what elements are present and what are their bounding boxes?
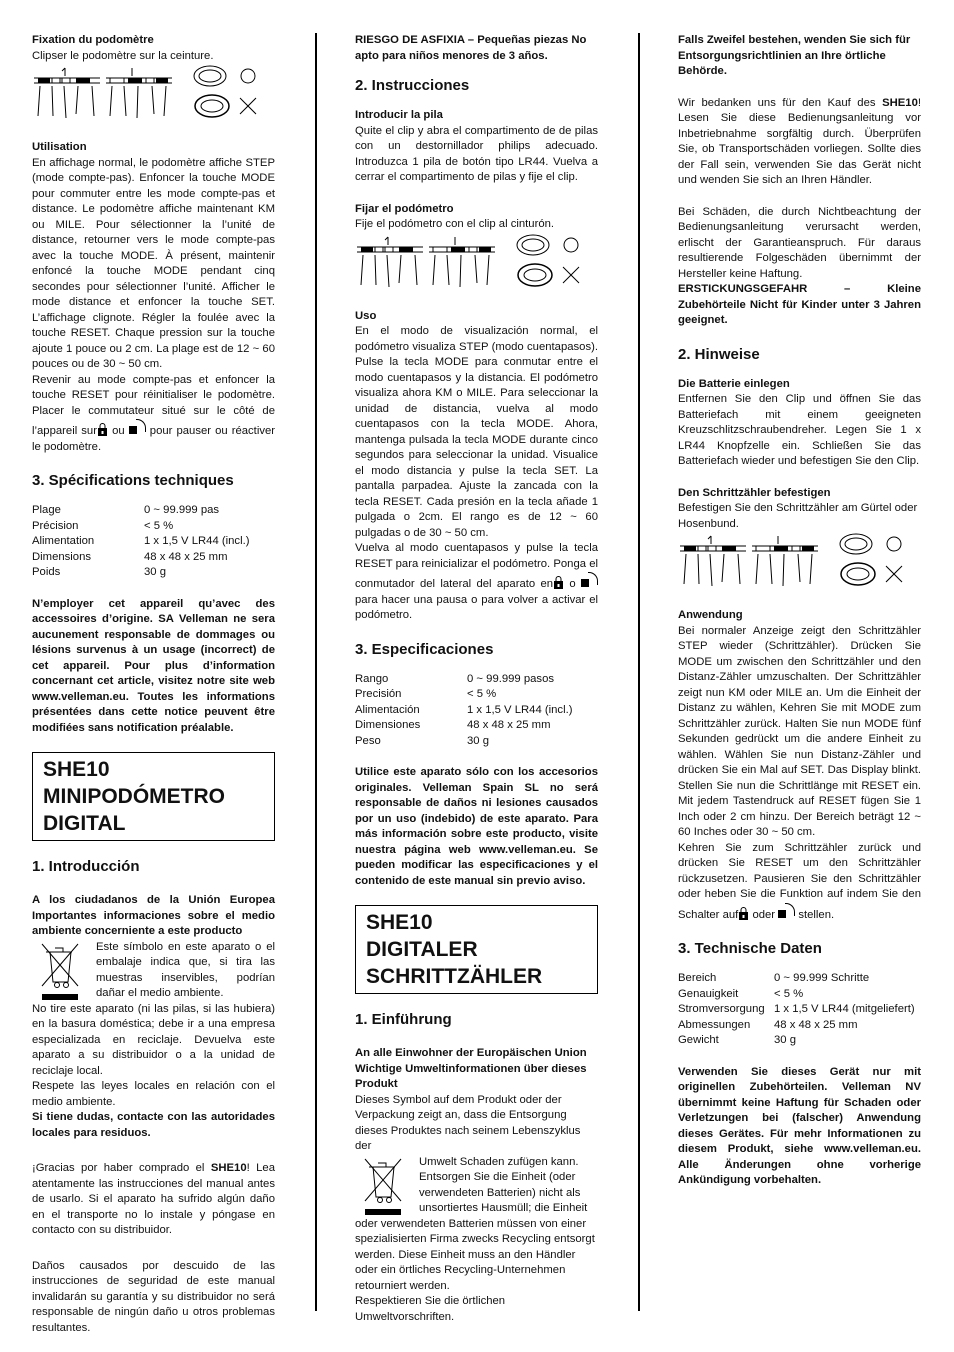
fix-title-es: Fijar el podómetro — [355, 202, 454, 215]
spec-value: 48 x 48 x 25 mm — [774, 1018, 858, 1031]
switch-arc-icon — [785, 903, 795, 916]
fix-title-fr: Fixation du podomètre — [32, 34, 154, 46]
title-line: SCHRITTZÄHLER — [366, 965, 543, 988]
damage-es: Daños causados por descuido de las instrucciones de seguridad de este manual invalidarán su garantía y su distribuidor no será responsable de ningún daño u otros problemas resultantes. — [32, 1259, 275, 1334]
spec-row — [32, 519, 249, 535]
spec-value: 1 x 1,5 V LR44 (incl.) — [467, 703, 573, 716]
hint-heading-de: 2. Hinweise — [678, 345, 760, 363]
disclaimer-de: Verwenden Sie dieses Gerät nur mit originellen Zubehörteilen. Velleman NV übernimmt keine Haftung für Schaden oder Verletzungen bei (falscher) Anwendung dieses Gerätes. Für mehr Informationen zu diesem Produkt, siehe www.velleman.eu. Alle Änderungen ohne vorherige Ankündigung vorbehalten. — [678, 1065, 921, 1186]
spec-label: Genauigkeit — [678, 987, 739, 1000]
intro-text3-de: Respektieren Sie die örtlichen Umweltvorschriften. — [355, 1295, 506, 1323]
fix-text-fr: Clipser le podomètre sur la ceinture. — [32, 49, 214, 62]
spec-row — [678, 1033, 915, 1049]
spec-label: Précision — [32, 519, 79, 532]
battery-title-de: Die Batterie einlegen — [678, 377, 790, 390]
disclaimer-fr: N’employer cet appareil qu’avec des accessoires d’origine. SA Velleman ne sera aucunement responsable de dommages ou lésions survenus à un usage (incorrect) de cet appareil. Pour plus d’information concernant cet article, visitez notre site web www.velleman.eu. Toutes les informations présentées dans cette notice peuvent être modifiées sans notification préalable. — [32, 597, 275, 734]
spec-value: 30 g — [467, 734, 489, 747]
lock-icon — [97, 423, 108, 436]
risk-warning-es: RIESGO DE ASFIXIA – Pequeñas piezas No apto para niños menores de 3 años. — [355, 34, 587, 62]
fix-text-de: Befestigen Sie den Schrittzähler am Gürtel oder Hosenbund. — [678, 502, 918, 530]
switch-arc-icon — [136, 419, 146, 432]
spec-value: 48 x 48 x 25 mm — [144, 550, 228, 563]
german-title-box — [355, 905, 598, 994]
spec-label: Dimensiones — [355, 719, 421, 731]
spec-heading-de: 3. Technische Daten — [678, 940, 822, 957]
recycle-block-es — [32, 940, 275, 1080]
fix-title-de: Den Schrittzähler befestigen — [678, 486, 831, 499]
spec-table-fr — [32, 503, 249, 581]
column-spanish-german — [355, 33, 598, 1325]
intro-text2-es: No tire este aparato (ni las pilas, si las hubiera) en la basura doméstica; debe ir a una empresa especializada en reciclaje. Devuelva este aparato a su distribuidor o a la unidad de reciclaje local. — [32, 1002, 275, 1077]
weee-bin-icon — [355, 1157, 411, 1217]
intro-bold-de: An alle Einwohner der Europäischen Union Wichtige Umweltinformationen über dieses Produkt — [355, 1047, 587, 1090]
use-title-de: Anwendung — [678, 609, 743, 621]
spec-heading-es: 3. Especificaciones — [355, 640, 494, 658]
battery-title-es: Introducir la pila — [355, 109, 443, 121]
lock-icon — [553, 576, 564, 589]
switch-arc-icon — [588, 572, 598, 585]
spec-row — [32, 503, 249, 519]
use-text-de: Bei normaler Anzeige zeigt den Schrittzähler STEP wieder (Schrittzähler). Drücken Sie MODE um zwischen den Schrittzähler und den Distanz-Zähler umzuschalten. Der Schrittzähler zeigt nun KM oder MILE an. Um die Einheit der Distanz zu wählen, Kehren Sie mit MODE zum Schrittzähler zurück. Halten Sie nun MODE fünf Sekunden gedrückt um die andere Einheit zu wählen. Wählen Sie nun Distanz-Zähler und drücken Sie ein Mal auf SET. Das Display blinkt. Stellen Sie nun die Schrittlänge mit RESET ein. Mit jedem Tastendruck auf RESET fügen Sie 1 Inch oder 2 cm hinzu. Der Bereich beträgt 12 ~ 60 Inches oder 30 ~ 50 cm. — [678, 624, 921, 838]
column-french-spanish — [32, 33, 275, 1336]
spec-label: Alimentation — [32, 535, 95, 547]
spec-value: 1 x 1,5 V LR44 (incl.) — [144, 535, 250, 547]
thanks-de: Wir bedanken uns für den Kauf des SHE10! Lesen Sie diese Bedienungsanleitung vor Inbetriebnahme sorgfältig durch. Überprüfen Sie, ob Transportschäden vorliegen. Sollte dies der Fall sein, verwenden Sie das Gerät nicht und wenden Sie sich an Ihren Händler. — [678, 96, 922, 186]
spec-row — [32, 565, 249, 581]
spec-label: Plage — [32, 504, 61, 516]
thanks-es: ¡Gracias por haber comprado el SHE10! Lea atentamente las instrucciones del manual antes de usarlo. Si el aparato ha sufrido algún daño en el transporte no lo instale y póngase en contacto con su distribuidor. — [32, 1162, 275, 1236]
intro-bold2-es: Si tiene dudas, contacte con las autoridades locales para residuos. — [32, 1111, 275, 1139]
belt-clip-illustration — [355, 233, 598, 293]
spanish-title-box — [32, 752, 275, 841]
intro-text2-de: Umwelt Schaden zufügen kann. Entsorgen Sie die Einheit (oder verwendeten Batterien) nicht als unsortiertes Hausmüll; die Einheit oder verwendeten Batterien müssen von einer spezialisierten Firma zwecks Recycling entsorgt werden. Diese Einheit muss an den Händler oder ein örtliches Recycling-Unternehmen retourniert werden. — [355, 1155, 595, 1292]
column-divider-1 — [315, 33, 317, 1311]
spec-row — [355, 718, 572, 734]
damage-de: Bei Schäden, die durch Nichtbeachtung der Bedienungsanleitung verursacht werden, erlischt der Garantieanspruch. Für daraus resultierende Folgeschäden übernimmt der Hersteller keine Haftung. — [678, 205, 921, 280]
battery-text-de: Entfernen Sie den Clip und öffnen Sie das Batteriefach mit einem geeigneten Kreuzschlitzschraubendreher. Legen Sie 1 x LR44 Knopfzelle ein. Schließen Sie das Batteriefach wieder und befestigen Sie den Clip. — [678, 393, 921, 467]
intro-text3-es: Respete las leyes locales en relación con el medio ambiente. — [32, 1080, 275, 1108]
use-text-es: En el modo de visualización normal, el podómetro visualiza STEP (modo cuentapasos). Pulse la tecla MODE para conmutar entre el modo cuentapasos y la distancia. El podómetro visualiza ahora KM o MILE. Para seleccionar la unidad de distancia, vuelva al modo cuentapasos con la tecla MODE. Ahora, mantenga pulsada la tecla MODE durante cinco segundos para seleccionar la unidad. Visualice el modo distancia y pulse la tecla SET. La pantalla parpadea. Ajuste la zancada con la tecla RESET. Cada presión en la tecla añade 1 pulgada o 2cm. El rango es de 12 ~ 60 pulgadas o de 30 ~ 50 cm. — [355, 325, 598, 539]
use-text2-es: Vuelva al modo cuentapasos y pulse la tecla RESET para reinicializar el podómetro. Ponga el conmutador del lateral del aparato en o para hacer una pausa o para volver a activar el podómetro. — [355, 542, 598, 621]
spec-row — [678, 1018, 915, 1034]
spec-value: < 5 % — [774, 987, 804, 1000]
spec-table-es — [355, 672, 572, 750]
use-title-es: Uso — [355, 309, 377, 322]
battery-text-es: Quite el clip y abra el compartimento de de pilas con un destornillador philips adecuado. Introduzca 1 pila de botón tipo LR44. Vuelva a cerrar el compartimento de pilas y fije el clip. — [355, 124, 598, 183]
spec-label: Bereich — [678, 972, 717, 984]
belt-clip-illustration — [32, 64, 275, 124]
intro-text-es: Este símbolo en este aparato o el embalaje indica que, si tira las muestras inservibles, podrían dañar el medio ambiente. — [96, 940, 275, 999]
belt-clip-illustration — [678, 532, 921, 592]
spec-table-de — [678, 971, 915, 1049]
spec-row — [678, 971, 915, 987]
spec-value: 0 ~ 99.999 pasos — [467, 672, 554, 685]
spec-label: Rango — [355, 672, 389, 685]
spec-label: Abmessungen — [678, 1018, 751, 1031]
column-divider-2 — [638, 33, 640, 1311]
fix-text-es: Fije el podómetro con el clip al cinturón. — [355, 218, 555, 230]
spec-value: 1 x 1,5 V LR44 (mitgeliefert) — [774, 1003, 915, 1015]
title-line: MINIPODÓMETRO DIGITAL — [43, 785, 225, 835]
spec-value: 0 ~ 99.999 pas — [144, 504, 220, 516]
title-line: SHE10 — [43, 758, 110, 781]
spec-value: < 5 % — [144, 519, 174, 532]
title-line: SHE10 — [366, 911, 433, 934]
spec-label: Alimentación — [355, 703, 420, 716]
spec-value: 48 x 48 x 25 mm — [467, 719, 551, 731]
spec-label: Peso — [355, 734, 381, 747]
spec-row — [355, 734, 572, 750]
usage-text2-fr: Revenir au mode compte-pas et enfoncer la touche RESET pour réinitialiser le podomètre. Placer le commutateur situé sur le côté de l’appareil sur ou pour pauser ou réactiver le podomètre. — [32, 373, 276, 453]
disclaimer-es: Utilice este aparato sólo con los accesorios originales. Velleman Spain SL no será responsable de daños ni lesiones causados por un uso (indebido) de este aparato. Para más información sobre este producto, visite nuestra página web www.velleman.eu. Se pueden modificar las especificaciones y el contenido de este manual sin previo aviso. — [355, 766, 598, 887]
warning-de: ERSTICKUNGSGEFAHR – Kleine Zubehörteile Nicht für Kinder unter 3 Jahren geeignet. — [678, 283, 921, 326]
spec-label: Poids — [32, 566, 61, 578]
spec-value: 30 g — [774, 1034, 796, 1046]
title-line: DIGITALER — [366, 938, 478, 961]
spec-value: 30 g — [144, 566, 166, 578]
usage-text-fr: En affichage normal, le podomètre affiche STEP (mode compte-pas). Enfoncer la touche MODE pour commuter entre les mode compte-pas et distance. Le podomètre affiche maintenant KM ou MILE. Pour sélectionner la l’unité de distance, retourner vers le mode compte-pas avec la touche MODE. À présent, maintenir enfoncé la touche MODE pendant cinq secondes pour sélectionner l’unité. Afficher le mode distance et enfoncer la touche SET. L’affichage clignote. Régler la foulée avec la touche RESET. Chaque pression sur la touche ajoute 1 pouce ou 2 cm. La plage est de 12 ~ 60 pouces ou de 30 ~ 50 cm. — [32, 156, 275, 370]
spec-value: < 5 % — [467, 688, 497, 700]
intro-heading-de: 1. Einführung — [355, 1011, 452, 1028]
spec-row — [678, 987, 915, 1003]
spec-label: Dimensions — [32, 550, 92, 563]
spec-label: Stromversorgung — [678, 1003, 765, 1015]
doubt-de: Falls Zweifel bestehen, wenden Sie sich für Entsorgungsrichtlinien an Ihre örtliche Behörde. — [678, 34, 911, 77]
usage-title-fr: Utilisation — [32, 141, 87, 153]
column-german — [678, 33, 921, 1189]
spec-row — [32, 550, 249, 566]
intro-text-de: Dieses Symbol auf dem Produkt oder der Verpackung zeigt an, dass die Entsorgung dieses Produktes nach seinem Lebenszyklus der — [355, 1093, 581, 1152]
spec-label: Precisión — [355, 688, 402, 700]
lock-icon — [738, 907, 749, 920]
recycle-block-de — [355, 1155, 598, 1295]
spec-row — [355, 687, 572, 703]
spec-value: 0 ~ 99.999 Schritte — [774, 972, 870, 984]
spec-row — [678, 1002, 915, 1018]
spec-row — [32, 534, 249, 550]
spec-label: Gewicht — [678, 1034, 719, 1046]
instr-heading-es: 2. Instrucciones — [355, 77, 470, 94]
weee-bin-icon — [32, 942, 88, 1002]
spec-heading-fr: 3. Spécifications techniques — [32, 472, 234, 489]
spec-row — [355, 672, 572, 688]
intro-heading-es: 1. Introducción — [32, 858, 140, 875]
use-text2-de: Kehren Sie zum Schrittzähler zurück und drücken Sie RESET um den Schrittzähler rückzusetzen. Pausieren Sie den Schrittzähler oder heben Sie die Funktion auf indem Sie den Schalter auf oder stellen. — [678, 841, 921, 921]
spec-row — [355, 703, 572, 719]
intro-bold-es: A los ciudadanos de la Unión Europea Importantes informaciones sobre el medio ambiente concerniente a este producto — [32, 894, 275, 937]
